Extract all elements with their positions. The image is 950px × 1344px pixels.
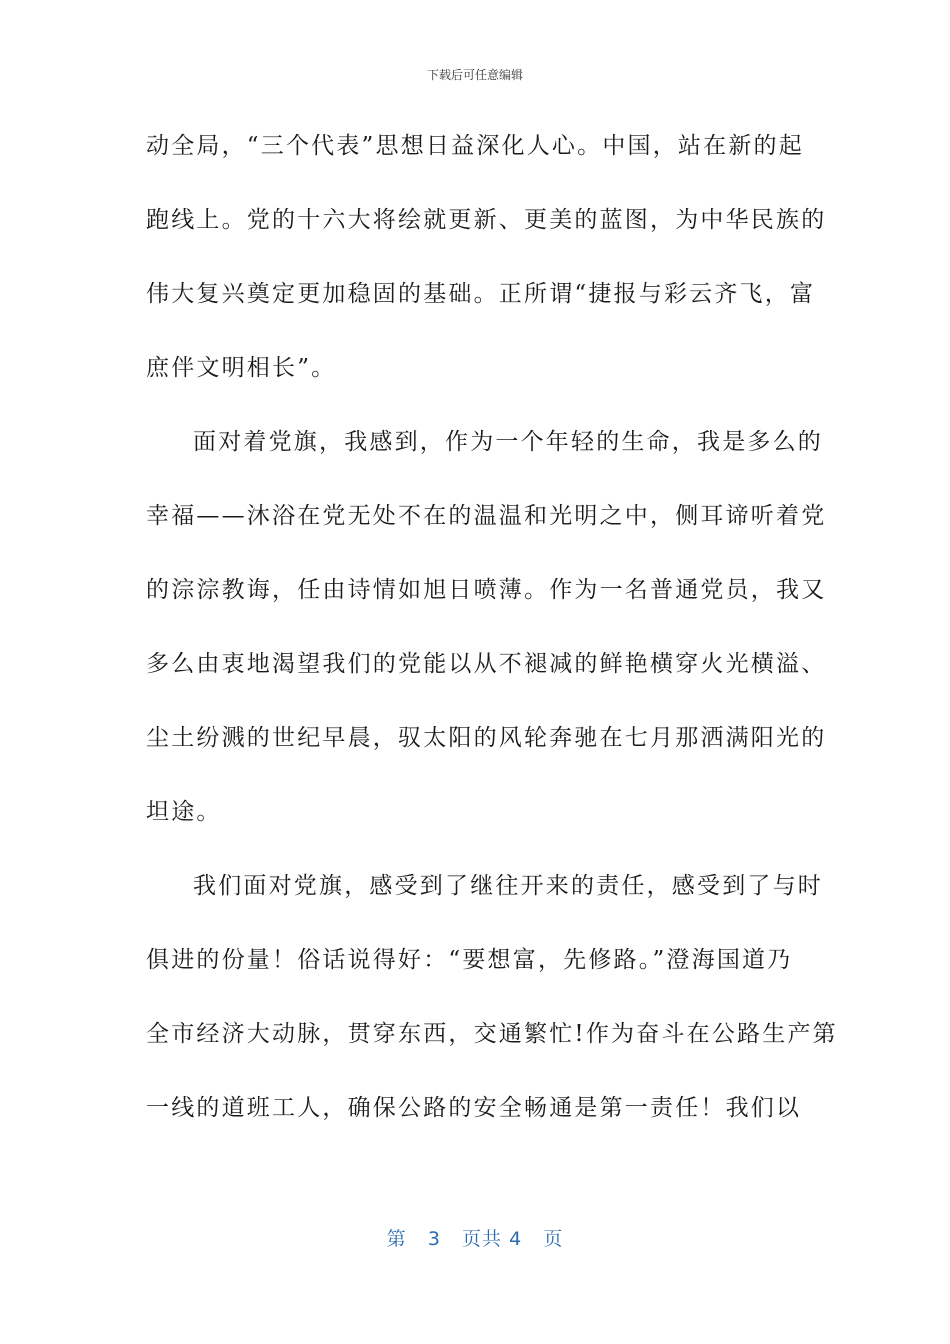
paragraph-line: 面对着党旗，我感到，作为一个年轻的生命，我是多么的: [193, 429, 823, 455]
footer-prefix: 第: [386, 1228, 407, 1250]
paragraph-line: 全市经济大动脉，贯穿东西，交通繁忙!作为奋斗在公路生产第: [146, 1021, 838, 1047]
page-header: 下载后可任意编辑: [426, 68, 523, 82]
paragraph-3: [146, 858, 838, 1154]
paragraph-line: 坦途。: [146, 799, 222, 825]
paragraph-line: 一线的道班工人，确保公路的安全畅通是第一责任！我们以: [146, 1095, 802, 1121]
footer-middle: 页共: [462, 1228, 503, 1250]
page-footer: [0, 1224, 950, 1251]
paragraph-line: 幸福——沐浴在党无处不在的温温和光明之中，侧耳谛听着党: [146, 503, 827, 529]
footer-total-pages: 4: [509, 1228, 523, 1250]
paragraph-line: 俱进的份量！俗话说得好：“要想富，先修路。”澄海国道乃: [146, 947, 793, 973]
footer-suffix: 页: [543, 1228, 564, 1250]
paragraph-line: 庶伴文明相长”。: [146, 355, 337, 381]
paragraph-line: 伟大复兴奠定更加稳固的基础。正所谓“捷报与彩云齐飞，富: [146, 281, 816, 307]
paragraph-line: 动全局，“三个代表”思想日益深化人心。中国，站在新的起: [146, 133, 804, 159]
footer-current-page: 3: [427, 1228, 441, 1250]
paragraph-line: 的淙淙教诲，任由诗情如旭日喷薄。作为一名普通党员，我又: [146, 577, 827, 603]
document-body: [146, 118, 838, 1154]
paragraph-line: 尘土纷溅的世纪早晨，驭太阳的风轮奔驰在七月那洒满阳光的: [146, 725, 827, 751]
paragraph-line: 多么由衷地渴望我们的党能以从不褪减的鲜艳横穿火光横溢、: [146, 651, 827, 677]
paragraph-1: [146, 118, 827, 414]
paragraph-line: 我们面对党旗，感受到了继往开来的责任，感受到了与时: [193, 873, 823, 899]
paragraph-line: 跑线上。党的十六大将绘就更新、更美的蓝图，为中华民族的: [146, 207, 827, 233]
paragraph-2: [146, 414, 827, 858]
